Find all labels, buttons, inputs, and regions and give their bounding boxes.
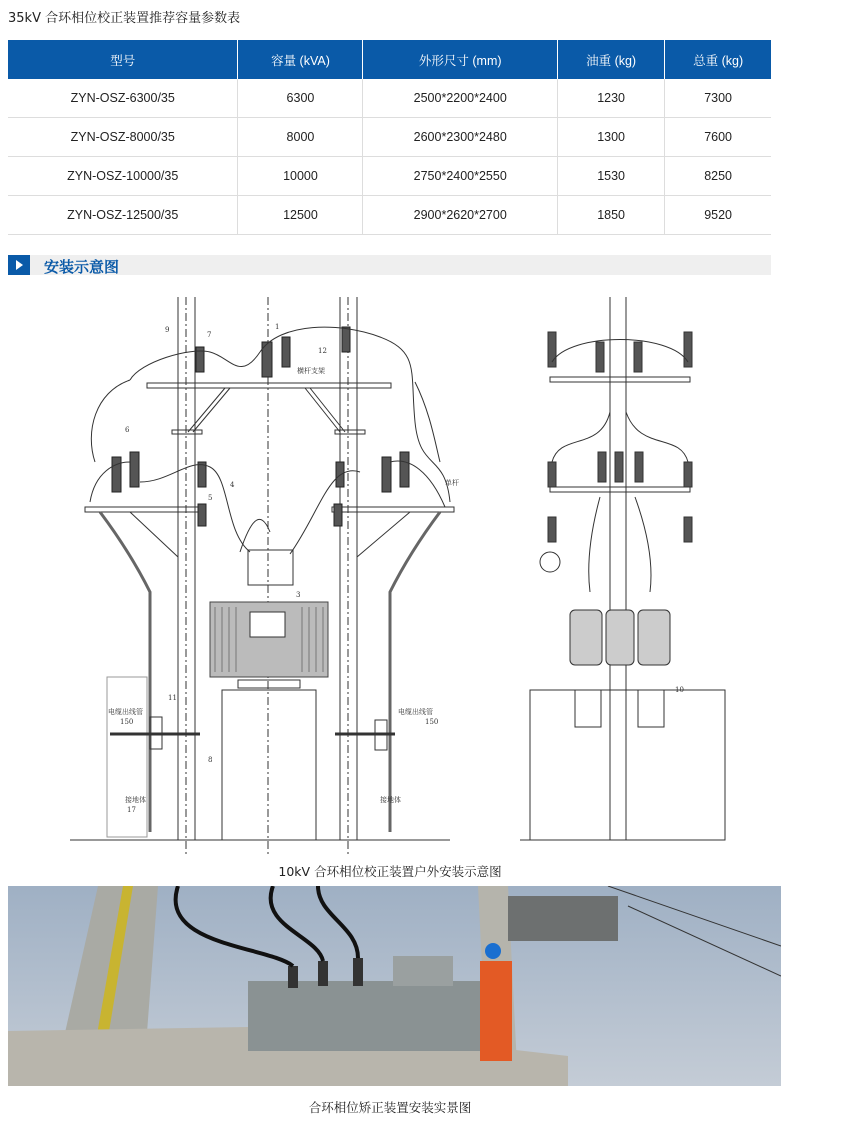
photo-caption: 合环相位矫正装置安装实景图 xyxy=(308,1100,472,1115)
label-pipe-size: 150 xyxy=(120,718,134,726)
label-cable-pipe-right: 电缆出线管 xyxy=(398,708,433,716)
label-4: 4 xyxy=(230,481,235,489)
label-7: 7 xyxy=(207,331,212,339)
label-3: 3 xyxy=(296,591,301,599)
label-pipe-size-right: 150 xyxy=(425,718,439,726)
header-model: 型号 xyxy=(8,40,238,79)
table-cell: 1530 xyxy=(557,157,664,196)
table-cell: 2750*2400*2550 xyxy=(363,157,558,196)
header-total-weight: 总重 (kg) xyxy=(665,40,771,79)
table-row xyxy=(8,196,771,235)
transformer-foundation xyxy=(222,690,316,840)
label-5: 5 xyxy=(208,494,213,502)
table-cell: 12500 xyxy=(238,196,363,235)
table-cell: 7300 xyxy=(665,79,771,118)
table-cell: ZYN-OSZ-12500/35 xyxy=(8,196,238,235)
label-10: 10 xyxy=(675,686,684,694)
table-cell: 6300 xyxy=(238,79,363,118)
table-cell: ZYN-OSZ-6300/35 xyxy=(8,79,238,118)
capacity-parameter-table xyxy=(8,40,771,235)
label-crossarm: 横杆支架 xyxy=(297,367,325,375)
table-cell: 1300 xyxy=(557,118,664,157)
table-cell: ZYN-OSZ-10000/35 xyxy=(8,157,238,196)
table-cell: 9520 xyxy=(665,196,771,235)
label-6: 6 xyxy=(125,426,130,434)
label-ground: 接地体 xyxy=(125,796,146,804)
table-cell: 1850 xyxy=(557,196,664,235)
label-8: 8 xyxy=(208,756,213,764)
table-cell: 7600 xyxy=(665,118,771,157)
table-row xyxy=(8,79,771,118)
transformer xyxy=(210,550,328,688)
right-pole xyxy=(340,297,357,857)
left-pole xyxy=(178,297,195,857)
label-ground-right: 接地体 xyxy=(380,796,401,804)
label-1: 1 xyxy=(275,323,280,331)
label-single-pole: 单杆 xyxy=(445,479,459,487)
table-cell: 8250 xyxy=(665,157,771,196)
header-oil-weight: 油重 (kg) xyxy=(557,40,664,79)
page-title: 35kV 合环相位校正装置推荐容量参数表 xyxy=(8,11,241,26)
side-view xyxy=(530,297,725,840)
section-title: 安装示意图 xyxy=(44,258,120,276)
label-11: 11 xyxy=(168,694,177,702)
table-cell: 2600*2300*2480 xyxy=(363,118,558,157)
label-cable-pipe: 电缆出线管 xyxy=(108,708,143,716)
play-arrow-icon xyxy=(8,255,30,275)
diagram-caption: 10kV 合环相位校正装置户外安装示意图 xyxy=(278,864,502,879)
table-row xyxy=(8,157,771,196)
header-capacity: 容量 (kVA) xyxy=(238,40,363,79)
label-12: 12 xyxy=(318,347,327,355)
table-cell: 2500*2200*2400 xyxy=(363,79,558,118)
installation-diagram xyxy=(70,292,730,857)
table-cell: 2900*2620*2700 xyxy=(363,196,558,235)
label-17: 17 xyxy=(127,806,136,814)
table-cell: 1230 xyxy=(557,79,664,118)
header-dimensions: 外形尺寸 (mm) xyxy=(363,40,558,79)
table-row xyxy=(8,118,771,157)
table-cell: 10000 xyxy=(238,157,363,196)
table-cell: ZYN-OSZ-8000/35 xyxy=(8,118,238,157)
installation-photo xyxy=(8,886,781,1086)
label-9: 9 xyxy=(165,326,170,334)
table-cell: 8000 xyxy=(238,118,363,157)
section-header xyxy=(8,255,771,275)
